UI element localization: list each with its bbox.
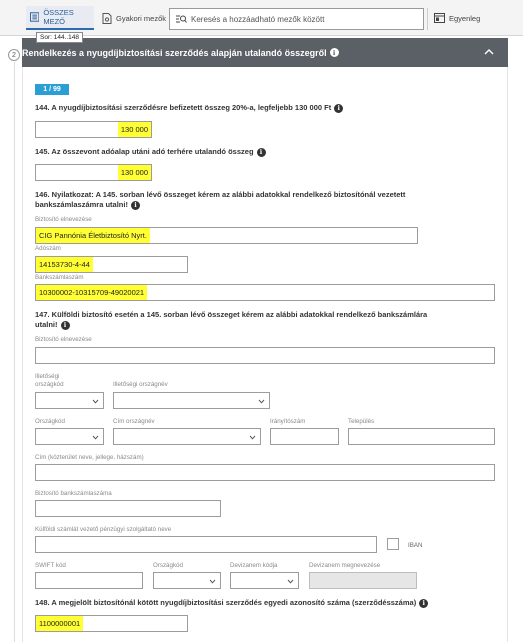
info-icon[interactable]: i: [257, 148, 266, 157]
step-connector: [14, 62, 15, 642]
info-icon[interactable]: i: [334, 104, 343, 113]
q147-foreign-provider-field[interactable]: [35, 536, 377, 553]
q146-tax-number-field[interactable]: [35, 256, 188, 273]
q147-address-label: Cím (közterület neve, jellege, házszám): [35, 454, 144, 461]
q147-country-code-label: Országkód: [35, 418, 65, 425]
toolbar-divider: [427, 8, 428, 30]
q147-residence-country-name-select[interactable]: [113, 392, 270, 409]
q147-currency-code-select[interactable]: [230, 572, 299, 589]
q144-label: 144. A nyugdíjbiztosítási szerződésre befizetett összeg 20%-a, legfeljebb 130 000 Ft i: [35, 103, 343, 113]
info-icon[interactable]: i: [330, 48, 339, 57]
q148-label: 148. A megjelölt biztosítónál kötött nyugdíjbiztosítási szerződés egyedi azonosító száma (szerződésszáma) i: [35, 598, 428, 608]
chevron-down-icon: [258, 399, 265, 404]
q146-account-value: 10300002-10315709-49020021: [36, 285, 147, 300]
chevron-down-icon: [287, 579, 294, 584]
q147-insurer-name-field[interactable]: [35, 347, 495, 364]
balance-label: Egyenleg: [449, 13, 481, 23]
q147-insurer-name-label: Biztosító elnevezése: [35, 336, 92, 343]
q146-insurer-name-field[interactable]: [35, 227, 418, 244]
q146-tax-number-label: Adószám: [35, 245, 61, 252]
q147-residence-country-code-select[interactable]: [35, 392, 104, 409]
q147-currency-name-label: Devizanem megnevezése: [309, 562, 381, 569]
q146-tax-number-value: 14153730-4-44: [36, 257, 93, 272]
q148-contract-number-value: 1100000001: [36, 616, 83, 631]
document-star-icon: [102, 13, 112, 24]
row-range-tooltip: Sor: 144..148: [36, 32, 83, 43]
q147-label: 147. Külföldi biztosító esetén a 145. sorban lévő összeget kérem az alábbi adatokkal rendelkező bankszámlára utalni! i: [35, 310, 428, 330]
q147-postal-code-field[interactable]: [270, 428, 339, 445]
q147-residence-country-name-label: Illetőségi országnév: [113, 381, 168, 388]
info-icon[interactable]: i: [61, 321, 70, 330]
balance-button[interactable]: [432, 6, 492, 30]
info-icon[interactable]: i: [419, 599, 428, 608]
window-icon: [434, 13, 445, 23]
q147-address-country-name-select[interactable]: [113, 428, 261, 445]
q147-insurer-account-field[interactable]: [35, 500, 221, 517]
q147-country-code-select[interactable]: [35, 428, 104, 445]
q148-contract-number-field[interactable]: [35, 615, 188, 632]
q147-address-country-name-label: Cím országnév: [113, 418, 155, 425]
q147-swift-field[interactable]: [35, 572, 143, 589]
q145-amount-field[interactable]: [35, 164, 152, 181]
chevron-down-icon: [92, 399, 99, 404]
section-title: Rendelkezés a nyugdíjbiztosítási szerződés alapján utalandó összegről: [22, 47, 327, 58]
q147-residence-country-code-label: Illetőségi országkód: [35, 373, 64, 388]
chevron-down-icon: [209, 579, 216, 584]
q147-postal-code-label: Irányítószám: [270, 418, 306, 425]
page-indicator[interactable]: 1 / 99: [35, 84, 69, 95]
q147-currency-name-field: [309, 572, 417, 589]
step-indicator: 2: [8, 49, 20, 61]
q147-foreign-provider-label: Külföldi számlát vezető pénzügyi szolgáltató neve: [35, 526, 172, 533]
chevron-down-icon: [249, 435, 256, 440]
q147-city-field[interactable]: [348, 428, 495, 445]
q144-amount-field[interactable]: [35, 121, 152, 138]
q147-swift-label: SWIFT kód: [35, 562, 66, 569]
field-search-input[interactable]: [191, 15, 419, 24]
q146-insurer-name-value: CIG Pannónia Életbiztosító Nyrt.: [36, 228, 150, 243]
field-search[interactable]: [169, 8, 424, 30]
q146-label: 146. Nyilatkozat: A 145. sorban lévő összeget kérem az alábbi adatokkal rendelkező biztosítónál vezetett bankszámlaszámra utalni! i: [35, 190, 406, 210]
favorite-fields-tab[interactable]: [100, 6, 166, 30]
q146-insurer-name-label: Biztosító elnevezése: [35, 216, 92, 223]
iban-checkbox[interactable]: [387, 538, 399, 550]
q147-country-code2-label: Országkód: [153, 562, 183, 569]
search-list-icon: [176, 14, 187, 24]
chevron-down-icon: [92, 435, 99, 440]
toolbar: [0, 0, 523, 36]
info-icon[interactable]: i: [131, 201, 140, 210]
iban-label: IBAN: [408, 542, 423, 549]
section-header[interactable]: [22, 38, 508, 67]
chevron-up-icon[interactable]: [484, 48, 494, 55]
q146-account-label: Bankszámlaszám: [35, 274, 84, 281]
q147-country-code2-select[interactable]: [153, 572, 221, 589]
all-fields-tab[interactable]: [26, 6, 94, 30]
list-icon: [30, 12, 39, 22]
q145-label: 145. Az összevont adóalap utáni adó terhére utalandó összeg i: [35, 147, 266, 157]
q147-insurer-account-label: Biztosító bankszámlaszáma: [35, 490, 112, 497]
q146-account-field[interactable]: [35, 284, 495, 301]
q147-currency-code-label: Devizanem kódja: [230, 562, 278, 569]
q147-city-label: Település: [348, 418, 375, 425]
q147-address-field[interactable]: [35, 464, 495, 481]
q144-amount-value: 130 000: [118, 122, 151, 137]
all-fields-label: ÖSSZES MEZŐ: [43, 8, 74, 26]
favorite-fields-label: Gyakori mezők: [116, 13, 167, 23]
q145-amount-value: 130 000: [118, 165, 151, 180]
